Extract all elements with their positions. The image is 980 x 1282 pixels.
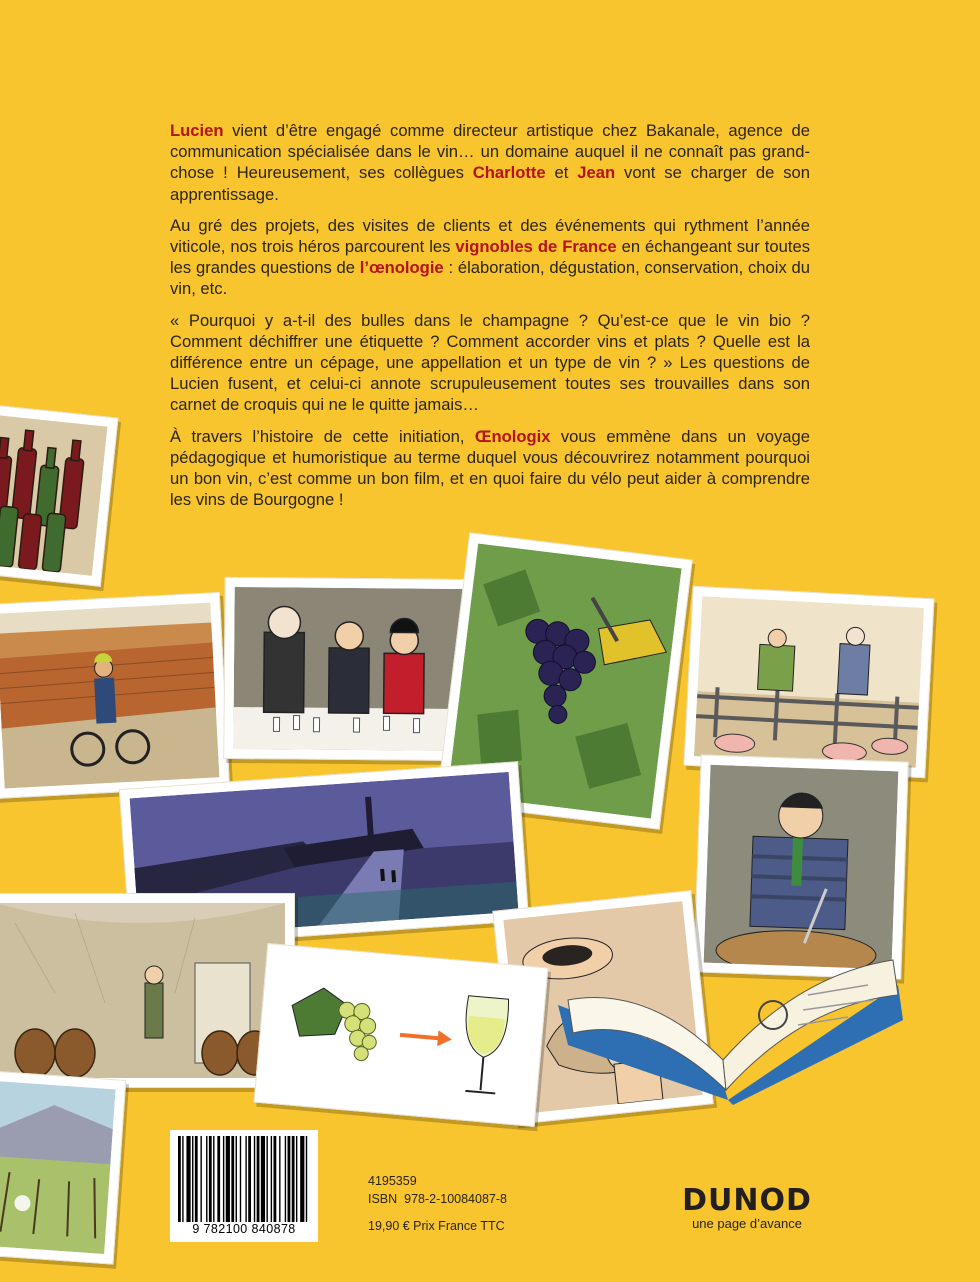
barcode-bar — [296, 1136, 297, 1222]
highlight-vignobles: vignobles de France — [455, 237, 617, 257]
barcode-bar — [223, 1136, 224, 1222]
barcode-bar — [192, 1136, 193, 1222]
blurb-text: vient d’être engagé comme directeur artistique chez Bakanale, agence de communication spécialisée dans le vin… un domaine auquel il ne connaît pas grand-chose ! Heureusement, ses collègues — [170, 121, 810, 183]
illustration-cyclist-vineyard — [0, 592, 230, 799]
barcode-bar — [273, 1136, 276, 1222]
character-name-jean: Jean — [577, 163, 616, 183]
product-code: 4195359 — [368, 1174, 417, 1188]
barcode-bar — [226, 1136, 230, 1222]
barcode-bar — [195, 1136, 198, 1222]
barcode-bar — [279, 1136, 280, 1222]
blurb-text: vous emmène dans un voyage pédagogique et humoristique au terme duquel vous découvrirez notamment pourquoi un bon vin, c’est comme un bon film, et en quoi faire du vélo peut aider à comprendre les vins de Bourgogne ! — [170, 426, 810, 510]
barcode-bar — [213, 1136, 214, 1222]
barcode-bar — [206, 1136, 207, 1222]
barcode-bar — [217, 1136, 220, 1222]
illustration-open-notebook — [548, 945, 908, 1105]
barcode-bar — [306, 1136, 307, 1222]
barcode-digits: 9 782100 840878 — [192, 1222, 296, 1236]
back-cover-blurb — [170, 120, 810, 520]
barcode-bar — [236, 1136, 237, 1222]
barcode-bar — [254, 1136, 255, 1222]
barcode-bar — [257, 1136, 260, 1222]
barcode-bar — [209, 1136, 212, 1222]
barcode-bar — [245, 1136, 246, 1222]
book-metadata — [368, 1173, 507, 1236]
publisher-logo — [682, 1183, 812, 1231]
blurb-text: : élaboration, dégustation, conservation, choix du vin, etc. — [170, 258, 810, 299]
blurb-text: vont se charger de son apprentissage. — [170, 163, 811, 204]
blurb-text: en échangeant sur toutes les grandes questions de — [170, 237, 810, 278]
barcode-bar — [271, 1136, 272, 1222]
barcode-bars — [178, 1136, 310, 1222]
illustration-grape-to-glass — [254, 943, 549, 1127]
publisher-tagline: une page d’avance — [692, 1216, 802, 1231]
barcode — [170, 1130, 318, 1242]
illustration-wine-cave — [0, 893, 295, 1088]
illustration-vineyard-landscape — [0, 1070, 126, 1264]
blurb-paragraph-3: « Pourquoi y a-t-il des bulles dans le champagne ? Qu’est-ce que le vin bio ? Comment déchiffrer une étiquette ? Comment accorder vins et plats ? Quelle est la différence entre un cépage, une appellation et un type de vin ? » Les questions de Lucien fusent, et celui-ci annote scrupuleusement toutes ses trouvailles dans son carnet de croquis qui ne le quitte jamais… — [170, 310, 810, 415]
barcode-bar — [292, 1136, 295, 1222]
illustration-farm-chase — [683, 586, 934, 778]
price: 19,90 € Prix France TTC — [368, 1219, 505, 1233]
barcode-bar — [248, 1136, 251, 1222]
blurb-text: et — [545, 163, 578, 183]
barcode-bar — [200, 1136, 201, 1222]
barcode-bar — [182, 1136, 183, 1222]
highlight-oenologie: l’œnologie — [359, 258, 444, 278]
blurb-paragraph-2 — [170, 215, 810, 300]
barcode-bar — [300, 1136, 304, 1222]
publisher-name: DUNOD — [682, 1183, 812, 1218]
barcode-bar — [240, 1136, 241, 1222]
isbn: ISBN 978-2-10084087-8 — [368, 1191, 507, 1206]
illustration-wine-tasting — [223, 577, 473, 761]
character-name-lucien: Lucien — [170, 121, 224, 140]
illustration-wine-bottles — [0, 403, 119, 587]
barcode-bar — [288, 1136, 291, 1222]
barcode-bar — [285, 1136, 286, 1222]
blurb-text: Au gré des projets, des visites de clients et des événements qui rythment l’année viticole, nos trois héros parcourent les — [170, 215, 810, 257]
barcode-bar — [178, 1136, 181, 1222]
barcode-bar — [266, 1136, 267, 1222]
character-name-charlotte: Charlotte — [472, 163, 546, 183]
highlight-oenologix: Œnologix — [474, 426, 551, 446]
barcode-bar — [186, 1136, 190, 1222]
barcode-bar — [231, 1136, 234, 1222]
blurb-paragraph-4 — [170, 426, 810, 511]
barcode-bar — [261, 1136, 265, 1222]
blurb-text: À travers l’histoire de cette initiation, — [170, 426, 475, 446]
blurb-paragraph-1 — [170, 120, 810, 205]
